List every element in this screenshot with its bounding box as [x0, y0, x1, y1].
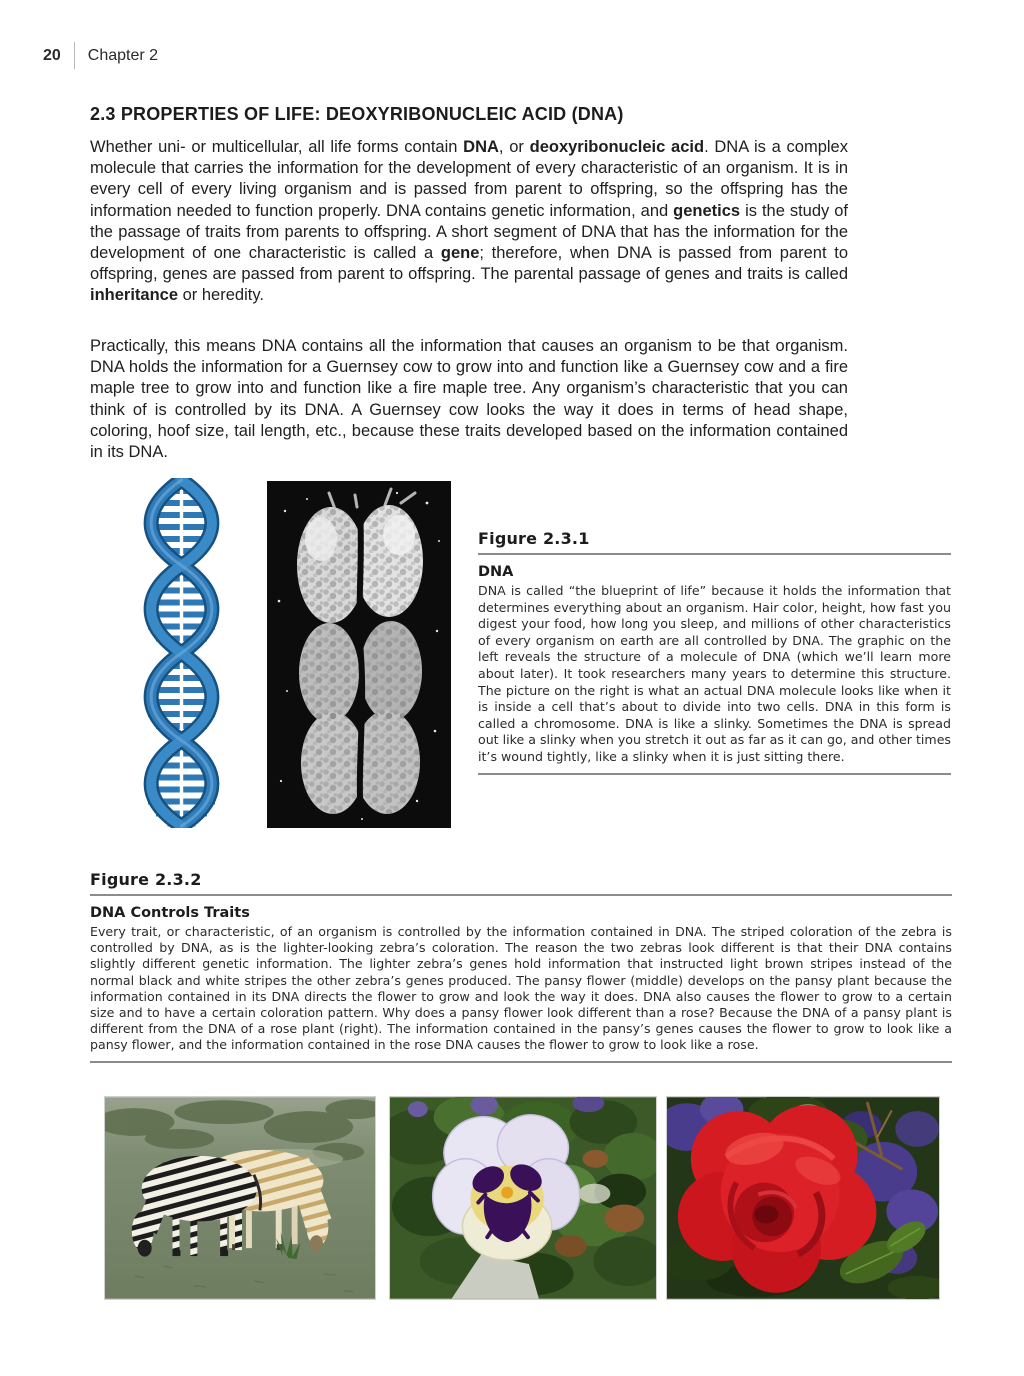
- header-divider: [74, 42, 75, 69]
- pansy-photo: [389, 1096, 657, 1300]
- figure1-label: Figure 2.3.1: [478, 529, 590, 548]
- chromosome-micrograph: [267, 481, 451, 828]
- chromosome-svg: [267, 481, 451, 828]
- key-term-dna: DNA: [463, 138, 499, 156]
- zebra-photo-svg: [105, 1097, 375, 1299]
- figure1-title: DNA: [478, 564, 514, 580]
- rose-photo: [666, 1096, 940, 1300]
- chromatid-cleft: [360, 511, 363, 816]
- figure2-top-rule: [90, 894, 952, 896]
- key-term-inheritance: inheritance: [90, 286, 179, 305]
- text-run: is the study of the passage of traits from parents to offspring. A short segment of DNA that has the information for the development of one characteristic is called a: [90, 201, 849, 263]
- text-run: ; therefore, when DNA is passed from parent to offspring, genes are passed from parent to offspring. The parental passage of genes and traits is called: [90, 244, 849, 284]
- pansy-photo-svg: [390, 1097, 656, 1299]
- zebra-photo: [104, 1096, 376, 1300]
- figure2-bottom-rule: [90, 1061, 952, 1063]
- key-term-genetics: genetics: [673, 201, 741, 220]
- key-term-deoxyribonucleic-acid: deoxyribonucleic acid: [529, 138, 705, 156]
- light-spot: [579, 1184, 611, 1204]
- figure1-caption: DNA is called “the blueprint of life” because it holds the information that determines everything about an organism. Hair color, height, how fast you digest your food, how long you sleep, and millions of other characteristics of every organism on earth are all controlled by DNA. The graphic on the left reveals the structure of a molecule of DNA (which we’ll learn more about later). It took researchers many years to determine this structure. The picture on the right is what an actual DNA molecule looks like when it is inside a cell that’s about to divide into two cells. DNA in this form is called a chromosome. DNA is like a slinky. Sometimes the DNA is spread out like a slinky when you stretch it out as far as it can go, and other times it’s wound tightly, like a slinky when it is just sitting there.: [478, 583, 951, 764]
- figure2-label: Figure 2.3.2: [90, 870, 202, 889]
- page-header: [43, 42, 158, 69]
- dna-helix-illustration: [133, 478, 230, 828]
- page-number: 20: [43, 46, 61, 64]
- text-run: , or: [498, 138, 530, 156]
- figure-2-3-1: [478, 529, 951, 775]
- second-paragraph: Practically, this means DNA contains all the information that causes an organism to be that organism. DNA holds the information for a Guernsey cow to grow into and function like a Guernsey cow and a fire maple tree to grow into and function like a fire maple tree. Any organism’s characteristic that you can think of is controlled by its DNA. A Guernsey cow looks the way it does in terms of head shape, coloring, hoof size, tail length, etc., because these traits developed based on the information contained in its DNA.: [90, 337, 848, 462]
- rose-photo-svg: [667, 1097, 939, 1299]
- figure-2-3-2: [90, 870, 952, 1063]
- intro-paragraph: [90, 137, 848, 307]
- zebra-striped: [132, 1156, 261, 1257]
- chapter-label: Chapter 2: [87, 46, 159, 64]
- dna-helix-svg: [133, 478, 230, 828]
- figure2-title: DNA Controls Traits: [90, 905, 250, 921]
- text-run: . DNA is a complex molecule that carries the information for the development of every characteristic of an organism. It is in every cell of every living organism and is passed from parent to offspring, so the offspring has the information needed to function properly. DNA contains genetic information, and: [90, 138, 848, 220]
- section-title: 2.3 PROPERTIES OF LIFE: DEOXYRIBONUCLEIC ACID (DNA): [90, 104, 624, 124]
- figure1-bottom-rule: [478, 773, 951, 775]
- text-run: or heredity.: [178, 286, 264, 305]
- figure1-top-rule: [478, 553, 951, 555]
- figure2-caption: Every trait, or characteristic, of an organism is controlled by the information contained in DNA. The striped coloration of the zebra is controlled by DNA, as is the lighter-looking zebra’s coloration. The reason the two zebras look different is that their DNA contains slightly different genetic information. The lighter zebra’s genes hold information that instructed light brown stripes instead of the normal black and white stripes the other zebra’s genes produced. The pansy flower (middle) develops on the pansy plant because the information contained in its DNA directs the flower to grow and look the way it does. DNA also causes the flower to grow to a certain size and to have a certain coloration pattern. Why does a pansy flower look different than a rose? Because the DNA of a pansy plant is different from the DNA of a rose plant (right). The information contained in the pansy’s genes causes the flower to grow to look like a pansy flower, and the information contained in the rose DNA causes the flower to grow to look like a rose.: [90, 924, 952, 1053]
- key-term-gene: gene: [440, 244, 480, 263]
- text-run: Whether uni- or multicellular, all life forms contain: [90, 138, 464, 156]
